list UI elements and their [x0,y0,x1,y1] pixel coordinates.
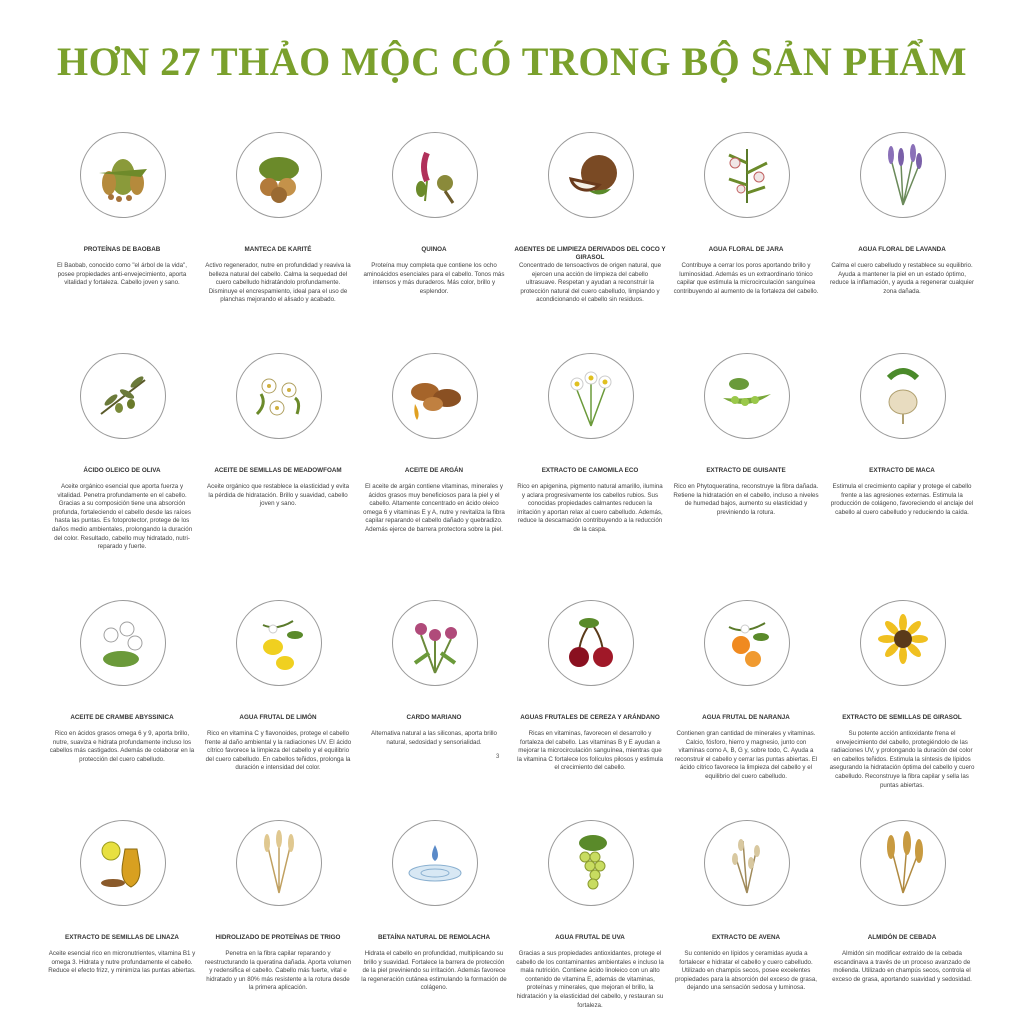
sunflower-icon [860,600,946,686]
ingredient-row [44,600,980,815]
ingredient-row [44,820,980,1035]
quinoa-icon [392,132,478,218]
orange-icon [704,600,790,686]
ingredient-description: Hidrata el cabello en profundidad, multiplicando su brillo y suavidad. Fortalece la barrera de protección de la piel previniendo su irritación. Además favorece la regeneración cutánea estimulando la formación de colágeno. [361,950,507,992]
oat-icon [704,820,790,906]
thistle-icon [392,600,478,686]
lemon-icon [236,600,322,686]
crambe-icon [80,600,166,686]
pea-icon [704,353,790,439]
shea-icon [236,132,322,218]
argan-icon [392,353,478,439]
ingredient-name: AGUA FRUTAL DE UVA [555,934,625,941]
ingredient-description: El aceite de argán contiene vitaminas, minerales y ácidos grasos muy beneficiosos para la piel y el cabello. Altamente concentrado en ácido oleico omega 6 y vitaminas E y A, nutre y revitaliza la fibra capilar reparando el cabello dañado y quebradizo. Además ejerce de barrera protectora sobre la piel. [363,483,505,533]
ingredient-description: Aceite orgánico esencial que aporta fuerza y vitalidad. Penetra profundamente en el cabello. Gracias a su composición tiene una absorción profunda, fortaleciendo el cabello desde las raíces hasta las puntas. Es fotoprotector, protege de los daños medio ambientales, prolongando la duración del color. Resultado, cabello muy hidratado, nutri-reparado y fuerte. [51,483,193,551]
ingredient-name: ÁCIDO OLEICO DE OLIVA [83,467,161,474]
page-number: 3 [496,754,500,760]
ingredient-name: AGUAS FRUTALES DE CEREZA Y ARÁNDANO [520,714,660,721]
ingredient-name: AGUA FRUTAL DE LIMÓN [239,714,317,721]
ingredient-description: Estimula el crecimiento capilar y protege el cabello frente a las agresiones externas. Estimula la producción de colágeno, favoreciendo el anclaje del cabello al cuero cabelludo y reduciendo la caída. [830,483,974,516]
ingredient-description: Aceite esencial rico en micronutrientes, vitamina B1 y omega 3. Hidrata y nutre profundamente el cabello. Reduce el efecto frizz, y minimiza las puntas abiertas. [48,950,196,975]
ingredient-name: EXTRACTO DE AVENA [711,934,781,941]
ingredient-name: MANTECA DE KARITÉ [244,246,312,253]
water-drop-icon [392,820,478,906]
ingredient-name: EXTRACTO DE SEMILLAS DE GIRASOL [842,714,962,721]
ingredient-description: Rico en ácidos grasos omega 6 y 9, aporta brillo, nutre, suaviza e hidrata profundamente incluso los cabellos más castigados. Además de colaborar en la protección del cuero cabelludo. [49,730,195,763]
lavender-icon [860,132,946,218]
ingredient-name: AGUA FRUTAL DE NARANJA [702,714,790,721]
ingredient-description: Almidón sin modificar extraído de la cebada escandinava a través de un proceso avanzado de molienda. Utilizado en champús secos, controla el exceso de grasa, aportando suavidad y sedosidad. [832,950,972,983]
meadowfoam-icon [236,353,322,439]
rockrose-icon [704,132,790,218]
ingredient-name: QUINOA [421,246,447,253]
ingredient-row [44,132,980,347]
ingredient-description: Penetra en la fibra capilar reparando y reestructurando la queratina dañada. Aporta volumen y redensifica el cabello. Cabello más fuerte, vital e hidratado y un 80% más resistente a la rotura desde la primera aplicación. [204,950,352,992]
barley-icon [860,820,946,906]
chamomile-icon [548,353,634,439]
baobab-icon [80,132,166,218]
ingredient-description: Rico en Phytoqueratina, reconstruye la fibra dañada. Retiene la hidratación en el cabello, incluso a niveles de humedad bajos, aumento su elasticidad y previniendo la rotura. [673,483,819,516]
cherry-icon [548,600,634,686]
ingredient-description: Activo regenerador, nutre en profundidad y reaviva la belleza natural del cabello. Calma la sequedad del cuero cabelludo hidratándolo profundamente. Disminuye el encrespamiento, ideal para el uso de planchas mejorando el alisado y acabado. [205,262,351,304]
ingredient-name: EXTRACTO DE SEMILLAS DE LINAZA [65,934,179,941]
grape-icon [548,820,634,906]
ingredient-name: AGUA FLORAL DE LAVANDA [858,246,946,253]
ingredient-name: ACEITE DE ARGÁN [404,467,464,474]
ingredient-description: Calma el cuero cabelludo y restablece su equilibrio. Ayuda a mantener la piel en un estado óptimo, reduce la inflamación, y ayuda a regenerar cualquier zona dañada. [829,262,975,295]
ingredient-description: Ricas en vitaminas, favorecen el desarrollo y fortaleza del cabello. Las vitaminas B y E ayudan a mejorar la microcirculación sanguínea, mientras que la vitamina C fortalece los folículos pilosos y estimula el crecimiento del cabello. [517,730,663,772]
ingredient-description: Rico en vitamina C y flavonoides, protege el cabello frente al daño ambiental y la radiaciones UV. El ácido cítrico favorece la limpieza del cabello y el equilibrio del cuero cabelludo. En cabellos teñidos, prolonga la duración e intensidad del color. [204,730,352,772]
maca-icon [860,353,946,439]
linseed-icon [80,820,166,906]
ingredient-description: Su potente acción antioxidante frena el envejecimiento del cabello, protegiéndolo de las radiaciones UV, y prolongando la duración del color en cabellos teñidos. Estimula la síntesis de lípidos asegurando la hidratación óptima del cabello y cuero cabelludo. Reconstruye la fibra capilar y sella las puntas abiertas. [829,730,975,789]
ingredient-description: Gracias a sus propiedades antioxidantes, protege el cabello de los contaminantes ambientales e incluso la mala nutrición. Contiene ácido linoleico con un alto contenido de vitamina E, además de vitaminas, proteínas y minerales, que mejoran el brillo, la hidratación y la elasticidad del cabello, y restauran su fortaleza. [516,950,664,1009]
ingredient-row [44,353,980,568]
ingredient-description: Contribuye a cerrar los poros aportando brillo y luminosidad. Además es un extraordinario tónico capilar que estimula la microcirculación sanguínea contribuyendo al aumento de la fortaleza del cabello. [673,262,819,295]
ingredient-name: CARDO MARIANO [406,714,462,721]
wheat-icon [236,820,322,906]
ingredient-name: ALMIDÓN DE CEBADA [867,934,937,941]
ingredient-name: EXTRACTO DE GUISANTE [706,467,786,474]
ingredient-name: HIDROLIZADO DE PROTEÍNAS DE TRIGO [215,934,341,941]
ingredient-name: EXTRACTO DE CAMOMILA ECO [541,467,639,474]
ingredient-description: Contienen gran cantidad de minerales y vitaminas. Calcio, fósforo, hierro y magnesio, junto con vitaminas como A, B, G y, sobre todo, C. Ayuda a reconstruir el cabello y cerrar las puntas abiertas. El ácido cítrico favorece la limpieza del cabello y el equilibrio del cuero cabelludo. [674,730,818,780]
ingredient-description: Su contenido en lípidos y ceramidas ayuda a fortalecer e hidratar el cabello y cuero cabelludo. Utilizado en champús secos, posee excelentes propiedades para la absorción del exceso de grasa, dejando una sensación sedosa y luminosa. [674,950,818,992]
ingredient-name: PROTEÍNAS DE BAOBAB [83,246,161,253]
ingredient-description: Rico en apigenina, pigmento natural amarillo, ilumina y aclara progresivamente los cabellos rubios. Sus conocidas propiedades calmantes reducen la irritación y aportan relax al cuero cabelludo. Además, reduce la descamación contribuyendo a la reducción de la caspa. [517,483,663,533]
ingredient-name: BETAÍNA NATURAL DE REMOLACHA [377,934,491,941]
ingredient-name: AGENTES DE LIMPIEZA DERIVADOS DEL COCO Y GIRASOL [514,246,666,261]
ingredient-description: Proteína muy completa que contiene los ocho aminoácidos esenciales para el cabello. Tonos más intensos y más duraderos. Más color, brillo y esplendor. [363,262,505,295]
ingredient-name: EXTRACTO DE MACA [869,467,935,474]
coconut-icon [548,132,634,218]
ingredient-description: El Baobab, conocido como "el árbol de la vida", posee propiedades anti-envejecimiento, aporta vitalidad y fortaleza. Cabello joven y sano. [57,262,187,287]
ingredient-description: Alternativa natural a las siliconas, aporta brillo natural, sedosidad y sensorialidad. [371,730,497,746]
ingredient-name: ACEITE DE SEMILLAS DE MEADOWFOAM [214,467,342,474]
olive-icon [80,353,166,439]
ingredient-description: Aceite orgánico que restablece la elasticidad y evita la pérdida de hidratación. Brillo y suavidad, cabello joven y sano. [206,483,350,508]
page-title: HƠN 27 THẢO MỘC CÓ TRONG BỘ SẢN PHẨM [57,39,967,84]
ingredient-description: Concentrado de tensoactivos de origen natural, que ejercen una acción de limpieza del cabello ultrasuave. Respetan y ayudan a reconstruir la protección natural del cuero cabelludo, limpiando y acondicionando el cabello sin residuos. [518,262,662,304]
ingredient-name: ACEITE DE CRAMBE ABYSSINICA [70,714,174,721]
ingredient-name: AGUA FLORAL DE JARA [708,246,784,253]
